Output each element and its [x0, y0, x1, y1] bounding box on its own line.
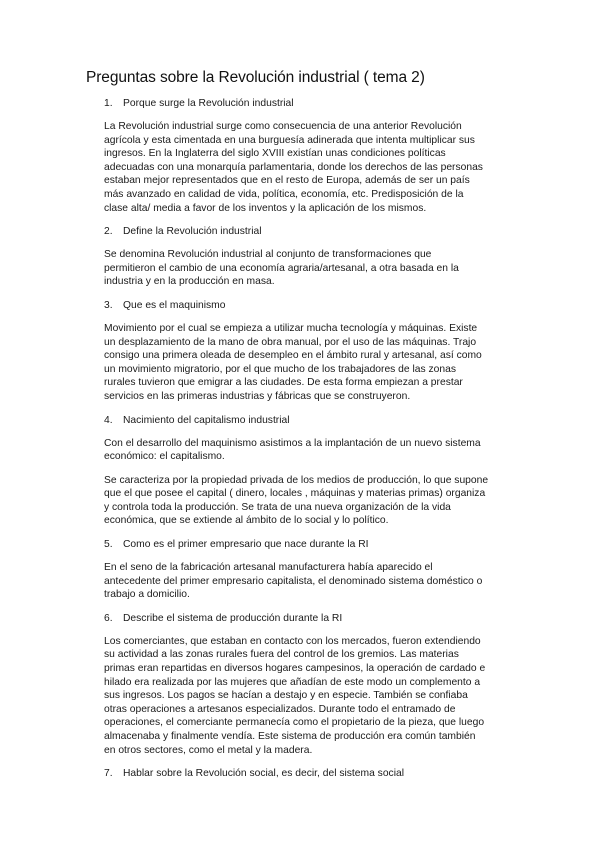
question-text: Describe el sistema de producción durante la RI — [123, 612, 343, 624]
question-heading — [104, 97, 514, 110]
question-text: Define la Revolución industrial — [123, 226, 262, 238]
answer-line: ingresos. En la Inglaterra del siglo XVIII existían unas condiciones políticas — [104, 148, 446, 160]
answer-line: La Revolución industrial surge como consecuencia de una anterior Revolución — [104, 121, 462, 132]
answer-line: hilado era realizada por las mujeres que añadían de este modo un complemento a — [104, 676, 481, 688]
answer-paragraph — [104, 635, 514, 757]
question-heading — [104, 767, 514, 780]
answer-paragraph — [104, 322, 514, 404]
question-number: 1. — [104, 98, 113, 109]
question-number: 7. — [104, 768, 113, 780]
answer-paragraph — [104, 120, 514, 215]
answer-line: Los comerciantes, que estaban en contacto con los mercados, fueron extendiendo — [104, 635, 481, 647]
answer-line: un movimiento migratorio, por el que mucho de los trabajadores de las zonas — [104, 363, 456, 375]
answer-line: trabajo a domicilio. — [104, 589, 190, 601]
question-number: 4. — [104, 414, 113, 426]
question-number: 5. — [104, 539, 113, 551]
answer-paragraph — [104, 474, 514, 528]
question-heading — [104, 299, 514, 312]
answer-line: otras operaciones a artesanos especializados. Durante todo el entramado de — [104, 703, 456, 715]
question-text: Porque surge la Revolución industrial — [123, 98, 294, 109]
answer-line: en otros sectores, como el metal y la madera. — [104, 744, 313, 756]
answer-paragraph — [104, 437, 514, 464]
answer-line: operaciones, el comerciante permanecía como el propietario de la pieza, que luego — [104, 717, 485, 729]
page-title: Preguntas sobre la Revolución industrial ( tema 2) — [86, 69, 425, 86]
answer-line: rurales tuvieron que emigrar a las ciudades. De esta forma empiezan a prestar — [104, 377, 463, 389]
answer-line: su actividad a las zonas rurales fuera del control de los gremios. Las materias — [104, 649, 459, 661]
answer-line: servicios en las primeras industrias y fábricas que se construyeron. — [104, 390, 411, 402]
document-body — [104, 97, 514, 790]
answer-line: industria y en la producción en masa. — [104, 276, 275, 288]
answer-line: estaban mejor representados que en el resto de Europa, además de ser un país — [104, 175, 470, 187]
answer-line: permitieron el cambio de una economía agraria/artesanal, a otra basada en la — [104, 262, 459, 274]
answer-line: económico: el capitalismo. — [104, 451, 225, 463]
answer-line: que el que posee el capital ( dinero, locales , máquinas y materias primas) organiza — [104, 488, 486, 500]
question-text: Nacimiento del capitalismo industrial — [123, 414, 290, 426]
answer-line: económica, que se extiende al ámbito de lo social y lo político. — [104, 515, 389, 527]
answer-line: más avanzado en calidad de vida, política, economía, etc. Predisposición de la — [104, 188, 464, 200]
answer-line: y controla toda la producción. Se trata de una nueva organización de la vida — [104, 501, 451, 513]
answer-line: adecuadas con una monarquía parlamentaria, donde los derechos de las personas — [104, 161, 483, 173]
question-number: 6. — [104, 612, 113, 624]
question-text: Hablar sobre la Revolución social, es decir, del sistema social — [123, 768, 405, 780]
question-heading — [104, 538, 514, 551]
question-number: 2. — [104, 226, 113, 238]
answer-line: almacenaba y finalmente vendía. Este sistema de producción era común también — [104, 731, 476, 742]
answer-line: Movimiento por el cual se empieza a utilizar mucha tecnología y máquinas. Existe — [104, 322, 478, 334]
answer-line: consigo una primera oleada de desempleo en el ámbito rural y artesanal, así como — [104, 350, 482, 362]
answer-line: clase alta/ media a favor de los inventos y la aplicación de los mismos. — [104, 202, 427, 214]
question-heading — [104, 612, 514, 625]
answer-paragraph — [104, 561, 514, 602]
question-text: Como es el primer empresario que nace durante la RI — [123, 539, 369, 551]
answer-line: antecedente del primer empresario capitalista, el denominado sistema doméstico o — [104, 575, 483, 587]
question-number: 3. — [104, 299, 113, 311]
answer-line: Se caracteriza por la propiedad privada de los medios de producción, lo que supone — [104, 474, 489, 486]
answer-line: Con el desarrollo del maquinismo asistimos a la implantación de un nuevo sistema — [104, 437, 481, 449]
question-heading — [104, 225, 514, 238]
answer-line: primas eran repartidas en diversos hogares campesinos, la operación de cardado e — [104, 663, 486, 675]
answer-line: Se denomina Revolución industrial al conjunto de transformaciones que — [104, 249, 432, 261]
answer-line: En el seno de la fabricación artesanal manufacturera había aparecido el — [104, 562, 433, 574]
answer-paragraph — [104, 248, 514, 289]
answer-line: agrícola y esta cimentada en una burguesía adinerada que intenta multiplicar sus — [104, 134, 475, 146]
question-text: Que es el maquinismo — [123, 299, 226, 311]
answer-line: sus ingresos. Los pagos se hacían a destajo y en especie. También se confiaba — [104, 690, 468, 702]
question-heading — [104, 414, 514, 427]
answer-line: un desplazamiento de la mano de obra manual, por el uso de las máquinas. Trajo — [104, 336, 477, 348]
